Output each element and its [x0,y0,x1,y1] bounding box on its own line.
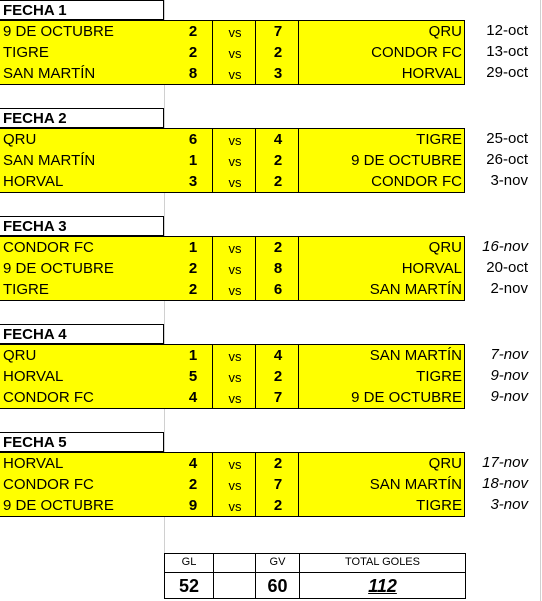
total-goals-value: 112 [368,576,397,596]
away-team: SAN MARTÍN [369,347,462,364]
away-team: QRU [428,455,462,472]
home-team: QRU [3,347,37,364]
home-team: TIGRE [3,44,49,61]
home-goals: 2 [188,260,198,277]
home-team: 9 DE OCTUBRE [3,497,114,514]
vs-label: vs [228,46,242,61]
away-goals: 8 [273,260,283,277]
match-row [0,150,464,171]
fecha-title: FECHA 2 [3,110,67,127]
match-row [0,21,464,42]
away-goals: 2 [273,173,283,190]
match-date: 26-oct [486,151,528,168]
home-team: TIGRE [3,281,49,298]
vs-label: vs [228,154,242,169]
away-team: SAN MARTÍN [369,281,462,298]
vs-label: vs [228,478,242,493]
away-goals: 3 [273,65,283,82]
vs-label: vs [228,499,242,514]
fecha-matches-table [0,452,465,517]
away-goals: 2 [273,152,283,169]
home-team: HORVAL [3,368,64,385]
home-team: HORVAL [3,455,64,472]
match-row [0,453,464,474]
match-date: 17-nov [482,454,528,471]
match-row [0,474,464,495]
match-row [0,366,464,387]
away-team: TIGRE [416,497,462,514]
away-team: TIGRE [416,368,462,385]
vs-label: vs [228,25,242,40]
match-date: 25-oct [486,130,528,147]
vs-label: vs [228,391,242,406]
home-team: 9 DE OCTUBRE [3,23,114,40]
match-date: 20-oct [486,259,528,276]
away-team: QRU [428,239,462,256]
match-row [0,258,464,279]
total-goals-label: TOTAL GOLES [345,556,420,568]
match-row [0,63,464,84]
home-team: 9 DE OCTUBRE [3,260,114,277]
fecha-header [0,216,164,236]
match-row [0,171,464,192]
home-goals: 4 [188,389,198,406]
match-row [0,129,464,150]
vs-label: vs [228,349,242,364]
away-goals: 2 [273,368,283,385]
away-team: SAN MARTÍN [369,476,462,493]
fecha-header [0,324,164,344]
home-goals: 1 [188,347,198,364]
home-goals: 2 [188,281,198,298]
away-team: HORVAL [401,260,462,277]
home-team: CONDOR FC [3,389,94,406]
home-goals: 9 [188,497,198,514]
match-date: 9-nov [490,388,528,405]
home-goals: 6 [188,131,198,148]
match-row [0,279,464,300]
home-goals: 2 [188,44,198,61]
away-goals: 7 [273,23,283,40]
match-date: 12-oct [486,22,528,39]
match-row [0,495,464,516]
match-date: 29-oct [486,64,528,81]
home-team: CONDOR FC [3,476,94,493]
away-team: HORVAL [401,65,462,82]
away-goals: 2 [273,455,283,472]
match-row [0,237,464,258]
gl-value: 52 [178,576,200,596]
vs-label: vs [228,283,242,298]
home-goals: 5 [188,368,198,385]
vs-label: vs [228,241,242,256]
gv-label: GV [269,556,286,568]
home-goals: 8 [188,65,198,82]
fecha-header [0,432,164,452]
grid-column-line [540,0,541,601]
away-goals: 7 [273,389,283,406]
fecha-title: FECHA 1 [3,2,67,19]
fecha-matches-table [0,344,465,409]
vs-label: vs [228,370,242,385]
away-team: CONDOR FC [371,44,462,61]
match-date: 2-nov [490,280,528,297]
fecha-title: FECHA 3 [3,218,67,235]
away-goals: 6 [273,281,283,298]
vs-label: vs [228,175,242,190]
vs-label: vs [228,457,242,472]
vs-label: vs [228,133,242,148]
away-goals: 2 [273,239,283,256]
match-date: 3-nov [490,172,528,189]
vs-label: vs [228,67,242,82]
home-team: SAN MARTÍN [3,65,96,82]
match-row [0,42,464,63]
home-goals: 3 [188,173,198,190]
fecha-matches-table [0,20,465,85]
fecha-title: FECHA 5 [3,434,67,451]
away-goals: 7 [273,476,283,493]
home-goals: 1 [188,152,198,169]
home-team: HORVAL [3,173,64,190]
home-team: SAN MARTÍN [3,152,96,169]
totals-table [164,553,466,599]
gv-value: 60 [267,576,288,596]
home-goals: 4 [188,455,198,472]
away-team: TIGRE [416,131,462,148]
home-goals: 1 [188,239,198,256]
away-team: 9 DE OCTUBRE [351,152,462,169]
match-row [0,345,464,366]
away-goals: 4 [273,131,283,148]
away-team: CONDOR FC [371,173,462,190]
home-goals: 2 [188,476,198,493]
fecha-title: FECHA 4 [3,326,67,343]
fecha-header [0,108,164,128]
match-date: 7-nov [490,346,528,363]
match-date: 18-nov [482,475,528,492]
match-date: 16-nov [482,238,528,255]
away-goals: 2 [273,497,283,514]
gl-label: GL [181,556,197,568]
match-date: 13-oct [486,43,528,60]
away-goals: 4 [273,347,283,364]
fecha-matches-table [0,236,465,301]
home-team: CONDOR FC [3,239,94,256]
fecha-header [0,0,164,20]
home-team: QRU [3,131,37,148]
match-date: 3-nov [490,496,528,513]
home-goals: 2 [188,23,198,40]
vs-label: vs [228,262,242,277]
away-team: QRU [428,23,462,40]
match-row [0,387,464,408]
away-goals: 2 [273,44,283,61]
fecha-matches-table [0,128,465,193]
away-team: 9 DE OCTUBRE [351,389,462,406]
match-date: 9-nov [490,367,528,384]
